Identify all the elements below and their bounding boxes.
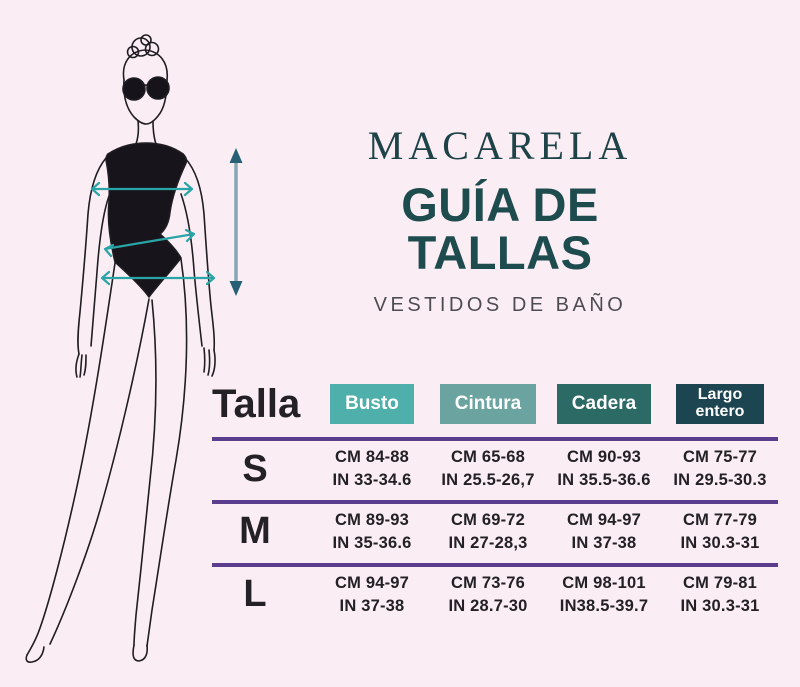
in-range: IN 30.3-31 bbox=[680, 534, 760, 553]
cm-range: CM 98-101 bbox=[562, 573, 646, 592]
right-foot bbox=[133, 645, 147, 661]
in-range: IN 37-38 bbox=[339, 597, 405, 616]
cell-m-largo bbox=[662, 509, 778, 556]
sunglasses-icon bbox=[123, 78, 145, 100]
cm-range: CM 84-88 bbox=[334, 448, 410, 466]
cell-l-cadera bbox=[546, 572, 662, 619]
page-title bbox=[318, 178, 682, 279]
size-label: S bbox=[242, 447, 268, 490]
in-range: IN38.5-39.7 bbox=[559, 597, 649, 616]
in-range: IN 35.5-36.6 bbox=[557, 471, 651, 490]
table-row-m bbox=[212, 500, 778, 563]
neck-line bbox=[153, 121, 156, 144]
left-leg-outline bbox=[50, 299, 149, 644]
column-header-largo-entero: Largo entero bbox=[676, 384, 764, 424]
full-length-arrow-head bbox=[230, 148, 243, 163]
cell-s-cadera bbox=[546, 446, 662, 493]
size-table bbox=[212, 384, 778, 626]
page-title-line1: GUÍA DE bbox=[401, 178, 599, 231]
column-header-busto: Busto bbox=[330, 384, 414, 424]
cm-range: CM 94-97 bbox=[566, 510, 642, 529]
size-label: L bbox=[243, 573, 267, 616]
brand-logo: MACARELA bbox=[367, 123, 633, 168]
cell-m-cintura bbox=[430, 509, 546, 556]
in-range: IN 30.3-31 bbox=[680, 597, 760, 616]
right-hand bbox=[204, 348, 215, 376]
cm-range: CM 73-76 bbox=[450, 573, 526, 592]
in-range: IN 25.5-26,7 bbox=[441, 471, 535, 490]
cm-range: CM 69-72 bbox=[450, 510, 526, 529]
size-label: M bbox=[239, 510, 271, 553]
cell-l-cintura bbox=[430, 572, 546, 619]
in-range: IN 28.7-30 bbox=[448, 597, 528, 616]
size-column-label: Talla bbox=[212, 382, 301, 426]
cell-s-cintura bbox=[430, 446, 546, 493]
cell-m-cadera bbox=[546, 509, 662, 556]
in-range: IN 27-28,3 bbox=[448, 534, 528, 553]
neck-line bbox=[136, 121, 138, 144]
right-leg-outline bbox=[134, 300, 156, 645]
left-foot bbox=[26, 647, 44, 662]
column-header-cadera: Cadera bbox=[557, 384, 651, 424]
cell-s-busto bbox=[314, 446, 430, 493]
cm-range: CM 79-81 bbox=[682, 573, 758, 592]
cell-l-largo bbox=[662, 572, 778, 619]
page-title-line2: TALLAS bbox=[407, 225, 593, 279]
right-arm-outline bbox=[181, 194, 202, 346]
cell-l-busto bbox=[314, 572, 430, 619]
cm-range: CM 94-97 bbox=[334, 573, 410, 592]
in-range: IN 37-38 bbox=[571, 534, 637, 553]
in-range: IN 35-36.6 bbox=[332, 534, 412, 553]
sunglasses-icon bbox=[147, 77, 169, 99]
cm-range: CM 89-93 bbox=[334, 510, 410, 529]
brand-block bbox=[318, 123, 682, 317]
cell-m-busto bbox=[314, 509, 430, 556]
in-range: IN 33-34.6 bbox=[332, 471, 412, 490]
size-table-header bbox=[212, 384, 778, 424]
cm-range: CM 75-77 bbox=[682, 448, 758, 466]
table-row-l bbox=[212, 563, 778, 626]
swimsuit-shape bbox=[106, 143, 186, 297]
column-header-cintura: Cintura bbox=[440, 384, 537, 424]
cm-range: CM 65-68 bbox=[450, 448, 526, 466]
in-range: IN 29.5-30.3 bbox=[673, 471, 767, 490]
cm-range: CM 77-79 bbox=[682, 510, 758, 529]
sunglasses-bridge bbox=[144, 85, 148, 86]
page-subtitle: VESTIDOS DE BAÑO bbox=[373, 293, 627, 316]
left-hand bbox=[76, 354, 86, 377]
table-row-s bbox=[212, 437, 778, 500]
full-length-arrow-head bbox=[230, 281, 243, 296]
cm-range: CM 90-93 bbox=[566, 448, 642, 466]
cell-s-largo bbox=[662, 446, 778, 493]
